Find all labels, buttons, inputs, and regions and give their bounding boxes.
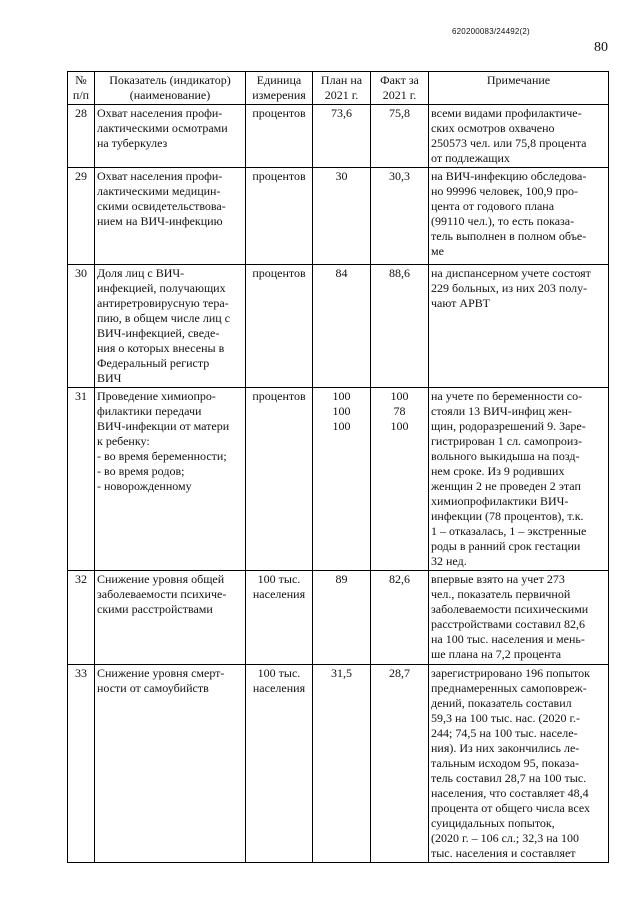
text-line: План на [320, 73, 363, 87]
text-line: цента от годового плана [431, 199, 555, 213]
text-line: ме [431, 244, 444, 258]
indicators-table [67, 71, 609, 863]
text-line: процентов [252, 106, 306, 120]
cell-plan [313, 665, 371, 863]
text-line: 250573 чел. или 75,8 процента [431, 136, 587, 150]
text-line: зарегистрировано 196 попыток [431, 666, 590, 680]
page-number: 80 [594, 40, 608, 55]
header-plan [313, 72, 371, 105]
text-line: процентов [252, 389, 306, 403]
text-line: роды в ранний срок гестации [431, 539, 581, 553]
text-line: Показатель (индикатор) [109, 73, 231, 87]
text-line: - во время родов; [97, 464, 185, 478]
text-line: Охват населения профи- [97, 106, 223, 120]
text-line: (наименование) [129, 88, 211, 102]
text-line: к ребенку: [97, 434, 150, 448]
cell-num [68, 265, 95, 388]
cell-note [429, 265, 609, 388]
text-line: на диспансерном учете состоят [431, 266, 591, 280]
cell-unit [246, 388, 313, 571]
text-line: 89 [335, 572, 348, 586]
text-line: ВИЧ [97, 371, 122, 385]
header-fact [371, 72, 429, 105]
text-line: 84 [335, 266, 348, 280]
text-line: расстройствами составил 82,6 [431, 617, 585, 631]
text-line: 88,6 [389, 266, 410, 280]
text-line: на 100 тыс. населения и мень- [431, 632, 585, 646]
text-line: 28 [75, 106, 87, 120]
text-line: тель составил 28,7 на 100 тыс. [431, 771, 587, 785]
text-line: заболеваемости психиче- [97, 587, 227, 601]
text-line: ния). Из них закончились ле- [431, 741, 580, 755]
text-line: инфекцией, получающих [97, 281, 226, 295]
text-line: впервые взято на учет 273 [431, 572, 565, 586]
text-line: - во время беременности; [97, 449, 227, 463]
text-line: вольного выкидыша на позд- [431, 449, 580, 463]
cell-num [68, 665, 95, 863]
text-line: 82,6 [389, 572, 410, 586]
cell-note [429, 665, 609, 863]
text-line: 100 тыс. [257, 666, 301, 680]
cell-note [429, 571, 609, 665]
cell-indicator [95, 265, 246, 388]
text-line: 1 – отказалась, 1 – экстренные [431, 524, 587, 538]
text-line: 73,6 [331, 106, 352, 120]
text-line: пию, в общем числе лиц с [97, 311, 230, 325]
text-line: 30 [75, 266, 87, 280]
header-indicator [95, 72, 246, 105]
text-line: преднамеренных самоповреж- [431, 681, 587, 695]
table-row [68, 571, 609, 665]
text-line: измерения [252, 88, 306, 102]
text-line: Снижение уровня смерт- [97, 666, 225, 680]
header-unit [246, 72, 313, 105]
text-line: женщин 2 не проведен 2 этап [431, 479, 581, 493]
text-line: 31 [75, 389, 87, 403]
text-line: Снижение уровня общей [97, 572, 225, 586]
cell-fact [371, 265, 429, 388]
text-line: 28,7 [389, 666, 410, 680]
cell-note [429, 388, 609, 571]
text-line: тыс. населения и составляет [431, 846, 576, 860]
text-line: 59,3 на 100 тыс. нас. (2020 г.- [431, 711, 581, 725]
text-line: 78 [393, 404, 406, 418]
text-line: на ВИЧ-инфекцию обследова- [431, 169, 587, 183]
text-line: (99110 чел.), то есть показа- [431, 214, 575, 228]
text-line: населения [252, 587, 306, 601]
text-line: Проведение химиопро- [97, 389, 216, 403]
text-line: № [75, 73, 87, 87]
table-row [68, 265, 609, 388]
cell-unit [246, 168, 313, 265]
cell-indicator [95, 168, 246, 265]
text-line: но 99996 человек, 100,9 про- [431, 184, 578, 198]
text-line: ния о которых внесены в [97, 341, 225, 355]
cell-indicator [95, 571, 246, 665]
text-line: 32 нед. [431, 554, 467, 568]
document-id: 620200083/24492(2) [452, 27, 530, 36]
cell-num [68, 571, 95, 665]
text-line: чают АРВТ [431, 296, 490, 310]
text-line: 100 [390, 389, 409, 403]
text-line: гистрирован 1 сл. самопроиз- [431, 434, 583, 448]
text-line: нием на ВИЧ-инфекцию [97, 214, 223, 228]
text-line: ности от самоубийств [97, 681, 209, 695]
cell-indicator [95, 665, 246, 863]
text-line: нем сроке. Из 9 родивших [431, 464, 565, 478]
cell-num [68, 388, 95, 571]
text-line: 2021 г. [382, 88, 417, 102]
text-line: стояли 13 ВИЧ-инфиц жен- [431, 404, 572, 418]
text-line: процентов [252, 266, 306, 280]
text-line: лактическими осмотрами [97, 121, 228, 135]
cell-plan [313, 168, 371, 265]
cell-plan [313, 571, 371, 665]
text-line: тальным исходом 95, показа- [431, 756, 580, 770]
text-line: от подлежащих [431, 151, 510, 165]
text-line: 30 [335, 169, 348, 183]
cell-num [68, 168, 95, 265]
text-line: 100 [332, 389, 351, 403]
text-line: Охват населения профи- [97, 169, 223, 183]
text-line: - новорожденному [97, 479, 192, 493]
cell-note [429, 105, 609, 168]
text-line: скими освидетельствова- [97, 199, 226, 213]
text-line: 100 [332, 404, 351, 418]
text-line: инфекции (78 процентов), т.к. [431, 509, 584, 523]
text-line: 31,5 [331, 666, 352, 680]
text-line: всеми видами профилактиче- [431, 106, 582, 120]
text-line: ВИЧ-инфекцией, сведе- [97, 326, 220, 340]
text-line: Федеральный регистр [97, 356, 210, 370]
text-line: п/п [72, 88, 90, 102]
text-line: 229 больных, из них 203 полу- [431, 281, 588, 295]
cell-fact [371, 388, 429, 571]
table-row [68, 105, 609, 168]
cell-note [429, 168, 609, 265]
text-line: Факт за [380, 73, 419, 87]
cell-fact [371, 168, 429, 265]
text-line: антиретровирусную тера- [97, 296, 229, 310]
cell-fact [371, 571, 429, 665]
table-header-row [68, 72, 609, 105]
text-line: ских осмотров охвачено [431, 121, 555, 135]
text-line: 100 [390, 419, 409, 433]
header-num [68, 72, 95, 105]
text-line: филактики передачи [97, 404, 202, 418]
text-line: 244; 74,5 на 100 тыс. населе- [431, 726, 578, 740]
text-line: 29 [75, 169, 87, 183]
text-line: заболеваемости психическими [431, 602, 589, 616]
text-line: 2021 г. [324, 88, 359, 102]
cell-indicator [95, 105, 246, 168]
text-line: процента от общего числа всех [431, 801, 591, 815]
text-line: лактическими медицин- [97, 184, 221, 198]
text-line: ВИЧ-инфекции от матери [97, 419, 230, 433]
text-line: 100 тыс. [257, 572, 301, 586]
cell-unit [246, 105, 313, 168]
text-line: 33 [75, 666, 87, 680]
text-line: химиопрофилактики ВИЧ- [431, 494, 569, 508]
cell-plan [313, 265, 371, 388]
text-line: населения, что составляет 48,4 [431, 786, 589, 800]
text-line: 32 [75, 572, 87, 586]
table-row [68, 665, 609, 863]
text-line: Единица [256, 73, 302, 87]
text-line: на туберкулез [97, 136, 168, 150]
text-line: скими расстройствами [97, 602, 213, 616]
text-line: (2020 г. – 106 сл.; 32,3 на 100 [431, 831, 579, 845]
text-line: 30,3 [389, 169, 410, 183]
text-line: населения [252, 681, 306, 695]
text-line: 75,8 [389, 106, 410, 120]
table-row [68, 168, 609, 265]
cell-unit [246, 571, 313, 665]
cell-fact [371, 665, 429, 863]
cell-unit [246, 265, 313, 388]
table-row [68, 388, 609, 571]
text-line: суицидальных попыток, [431, 816, 555, 830]
text-line: Примечание [486, 73, 551, 87]
text-line: процентов [252, 169, 306, 183]
text-line: щин, родоразрешений 9. Заре- [431, 419, 586, 433]
cell-plan [313, 388, 371, 571]
text-line: Доля лиц с ВИЧ- [97, 266, 185, 280]
text-line: дений, показатель составил [431, 696, 572, 710]
cell-plan [313, 105, 371, 168]
header-note [429, 72, 609, 105]
text-line: тель выполнен в полном объе- [431, 229, 587, 243]
text-line: ше плана на 7,2 процента [431, 647, 562, 661]
cell-num [68, 105, 95, 168]
cell-fact [371, 105, 429, 168]
text-line: чел., показатель первичной [431, 587, 571, 601]
cell-unit [246, 665, 313, 863]
text-line: на учете по беременности со- [431, 389, 583, 403]
text-line: 100 [332, 419, 351, 433]
cell-indicator [95, 388, 246, 571]
